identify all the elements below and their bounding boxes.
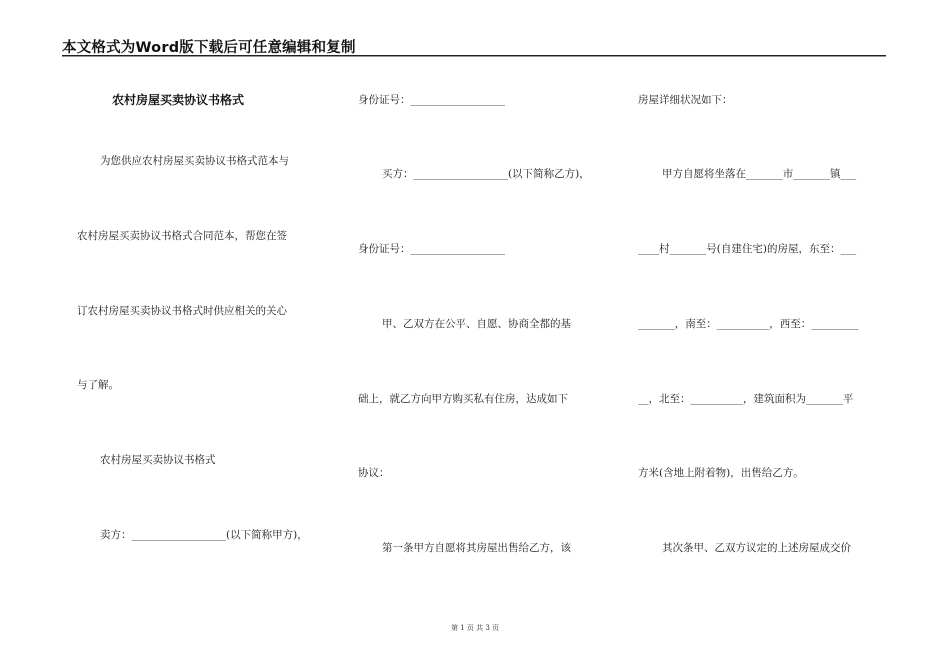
paragraph-line: 身份证号：__________________: [358, 94, 505, 106]
paragraph-line: 甲方自愿将坐落在_______市_______镇___: [662, 168, 857, 180]
download-banner: 本文格式为Word版下载后可任意编辑和复制: [62, 40, 356, 56]
paragraph-line: 协议：: [358, 467, 390, 479]
page-number: 第 1 页 共 3 页: [450, 624, 500, 632]
paragraph-line: 甲、乙双方在公平、自愿、协商全都的基: [382, 318, 571, 330]
paragraph-line: 农村房屋买卖协议书格式合同范本，帮您在签: [77, 230, 287, 242]
paragraph-line: 身份证号：__________________: [358, 243, 505, 255]
section-heading: 农村房屋买卖协议书格式: [100, 454, 216, 466]
buyer-line: 买方：__________________(以下简称乙方)，: [382, 168, 590, 180]
paragraph-line: 订农村房屋买卖协议书格式时供应相关的关心: [77, 305, 287, 317]
document-title: 农村房屋买卖协议书格式: [112, 93, 245, 107]
paragraph-line: 方米(含地上附着物)，出售给乙方。: [638, 467, 804, 479]
header-divider: [62, 55, 886, 56]
paragraph-line: __，北至：__________，建筑面积为_______平: [638, 393, 854, 405]
paragraph-line: 其次条甲、乙双方议定的上述房屋成交价: [662, 542, 851, 554]
seller-line: 卖方：__________________(以下简称甲方)，: [100, 529, 308, 541]
paragraph-line: 础上，就乙方向甲方购买私有住房，达成如下: [358, 393, 568, 405]
paragraph-line: ____村_______号(自建住宅)的房屋，东至：___: [638, 243, 857, 255]
paragraph-line: 与了解。: [77, 379, 119, 391]
paragraph-line: _______，南至：__________，西至：_________: [638, 318, 859, 330]
paragraph-line: 房屋详细状况如下：: [638, 94, 733, 106]
paragraph-line: 为您供应农村房屋买卖协议书格式范本与: [100, 155, 289, 167]
paragraph-line: 第一条甲方自愿将其房屋出售给乙方，该: [382, 542, 571, 554]
